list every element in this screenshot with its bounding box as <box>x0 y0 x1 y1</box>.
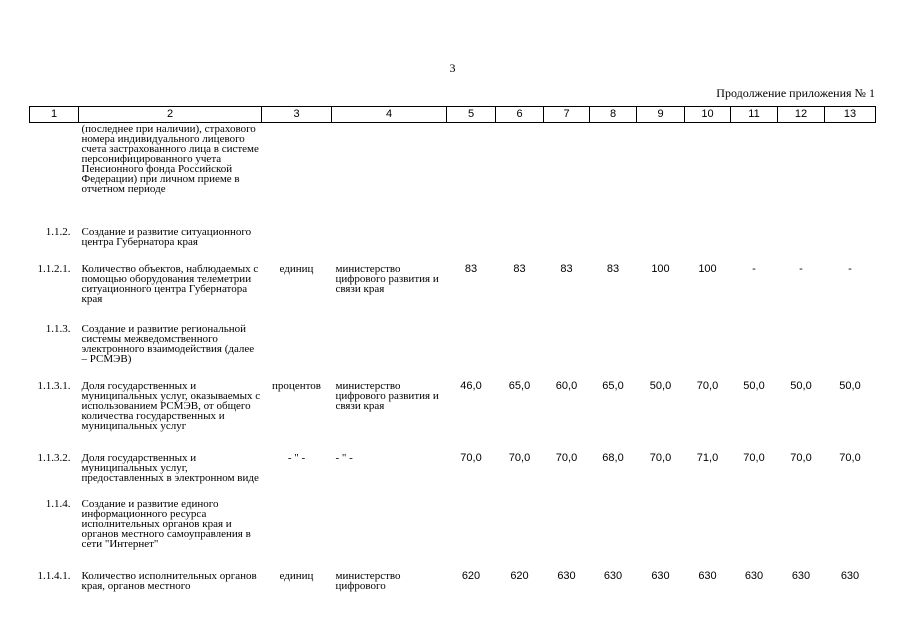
col-header: 11 <box>731 107 778 123</box>
value-cell <box>637 123 685 226</box>
indicator-name: Количество объектов, наблюдаемых с помощью оборудования телеметрии ситуационного центра Губернатора края <box>81 262 259 305</box>
value-cell <box>685 226 731 263</box>
value-cell <box>544 498 590 570</box>
value-cell: 100 <box>698 262 717 275</box>
row-number: 1.1.2.1. <box>37 262 71 275</box>
value-cell <box>544 123 590 226</box>
col-header: 5 <box>447 107 496 123</box>
col-header: 3 <box>262 107 332 123</box>
table-row <box>30 123 876 226</box>
value-cell <box>778 226 825 263</box>
value-cell: 60,0 <box>555 379 578 392</box>
col-header: 2 <box>79 107 262 123</box>
col-header: 7 <box>544 107 590 123</box>
row-number: 1.1.4.1. <box>37 569 71 582</box>
indicator-name: Доля государственных и муниципальных услуг, оказываемых с использованием РСМЭВ, от общего количества государственных и муниципальных услуг <box>81 379 261 432</box>
col-header: 1 <box>30 107 79 123</box>
value-cell <box>685 123 731 226</box>
col-header: 13 <box>825 107 876 123</box>
value-cell <box>496 226 544 263</box>
value-cell: 630 <box>603 569 623 582</box>
value-cell: 70,0 <box>649 451 672 464</box>
table-row <box>30 323 876 380</box>
responsible-org <box>332 226 447 263</box>
value-cell: 70,0 <box>790 451 812 464</box>
value-cell <box>496 123 544 226</box>
row-number: 1.1.3. <box>45 322 71 335</box>
value-cell: 70,0 <box>508 451 531 464</box>
value-cell: 630 <box>791 569 811 582</box>
responsible-org <box>332 123 447 226</box>
value-cell <box>778 123 825 226</box>
col-header: 4 <box>332 107 447 123</box>
table-row <box>30 263 876 323</box>
value-cell: 50,0 <box>649 379 672 392</box>
indicator-name: Доля государственных и муниципальных услуг, предоставленных в электронном виде <box>81 451 259 484</box>
value-cell: - <box>799 262 803 275</box>
table-row <box>30 226 876 263</box>
page-number: 3 <box>449 61 456 75</box>
row-number: 1.1.2. <box>45 225 71 238</box>
value-cell <box>731 123 778 226</box>
unit-cell: единиц <box>279 262 314 275</box>
value-cell <box>825 323 876 380</box>
value-cell <box>590 226 637 263</box>
indicators-table <box>29 106 876 600</box>
value-cell: 70,0 <box>460 451 482 464</box>
table-row <box>30 498 876 570</box>
indicator-name: Создание и развитие региональной системы межведомственного электронного взаимодействия (далее – РСМЭВ) <box>81 322 255 365</box>
value-cell <box>637 226 685 263</box>
table-row <box>30 380 876 452</box>
row-number: 1.1.4. <box>45 497 71 510</box>
indicator-name: (последнее при наличии), страхового номера индивидуального лицевого счета застрахованного лица в системе персонифицированного учета Пенсионного фонда Российской Федерации) при личном приеме в отчетном периоде <box>81 123 259 195</box>
unit-cell <box>262 323 332 380</box>
value-cell: 50,0 <box>790 379 812 392</box>
value-cell: 68,0 <box>602 451 624 464</box>
value-cell <box>544 226 590 263</box>
value-cell <box>544 323 590 380</box>
value-cell <box>825 123 876 226</box>
row-number: 1.1.3.1. <box>37 379 71 392</box>
value-cell: 50,0 <box>839 379 861 392</box>
responsible-org: министерство цифрового развития и связи края <box>335 379 439 412</box>
value-cell <box>731 498 778 570</box>
value-cell: 46,0 <box>460 379 482 392</box>
value-cell: - <box>848 262 852 275</box>
row-number <box>30 123 79 226</box>
value-cell: 83 <box>513 262 526 275</box>
col-header: 10 <box>685 107 731 123</box>
unit-cell: - " - <box>287 451 306 464</box>
value-cell <box>731 323 778 380</box>
unit-cell: единиц <box>279 569 314 582</box>
value-cell: 83 <box>464 262 478 275</box>
value-cell <box>447 226 496 263</box>
value-cell: 83 <box>560 262 573 275</box>
value-cell <box>685 323 731 380</box>
indicator-name: Создание и развитие единого информационного ресурса исполнительных органов края и органов местного самоуправления в сети "Интернет" <box>81 497 251 550</box>
value-cell <box>447 123 496 226</box>
value-cell: 620 <box>510 569 529 582</box>
value-cell: 70,0 <box>839 451 861 464</box>
value-cell: 71,0 <box>696 451 719 464</box>
table-row <box>30 570 876 600</box>
value-cell: 630 <box>698 569 717 582</box>
unit-cell <box>262 498 332 570</box>
unit-cell <box>262 226 332 263</box>
col-header: 9 <box>637 107 685 123</box>
value-cell: 100 <box>651 262 670 275</box>
responsible-org <box>332 498 447 570</box>
value-cell: 630 <box>651 569 670 582</box>
value-cell: 630 <box>840 569 860 582</box>
column-number-row <box>30 107 876 123</box>
value-cell <box>447 323 496 380</box>
unit-cell <box>262 123 332 226</box>
value-cell <box>778 323 825 380</box>
value-cell <box>447 498 496 570</box>
responsible-org: министерство цифрового развития и связи края <box>335 262 439 295</box>
responsible-org <box>332 323 447 380</box>
value-cell <box>685 498 731 570</box>
indicator-name: Создание и развитие ситуационного центра Губернатора края <box>81 225 252 248</box>
row-number: 1.1.3.2. <box>37 451 71 464</box>
value-cell: 630 <box>557 569 576 582</box>
indicator-name: Количество исполнительных органов края, органов местного <box>81 569 257 592</box>
table-row <box>30 452 876 498</box>
value-cell <box>637 498 685 570</box>
value-cell <box>590 123 637 226</box>
value-cell: 65,0 <box>508 379 531 392</box>
value-cell: 620 <box>461 569 481 582</box>
responsible-org: - " - <box>335 451 353 464</box>
value-cell <box>496 323 544 380</box>
value-cell: 70,0 <box>555 451 578 464</box>
value-cell <box>590 323 637 380</box>
value-cell: 65,0 <box>602 379 624 392</box>
value-cell: - <box>752 262 756 275</box>
value-cell: 50,0 <box>743 379 765 392</box>
value-cell: 630 <box>744 569 764 582</box>
responsible-org: министерство цифрового <box>335 569 401 592</box>
value-cell <box>496 498 544 570</box>
value-cell: 70,0 <box>696 379 719 392</box>
col-header: 6 <box>496 107 544 123</box>
value-cell: 83 <box>606 262 620 275</box>
unit-cell: процентов <box>272 379 321 392</box>
value-cell <box>590 498 637 570</box>
value-cell: 70,0 <box>743 451 765 464</box>
value-cell <box>778 498 825 570</box>
value-cell <box>825 498 876 570</box>
value-cell <box>637 323 685 380</box>
value-cell <box>731 226 778 263</box>
col-header: 8 <box>590 107 637 123</box>
appendix-continuation-label: Продолжение приложения № 1 <box>716 86 875 100</box>
col-header: 12 <box>778 107 825 123</box>
value-cell <box>825 226 876 263</box>
